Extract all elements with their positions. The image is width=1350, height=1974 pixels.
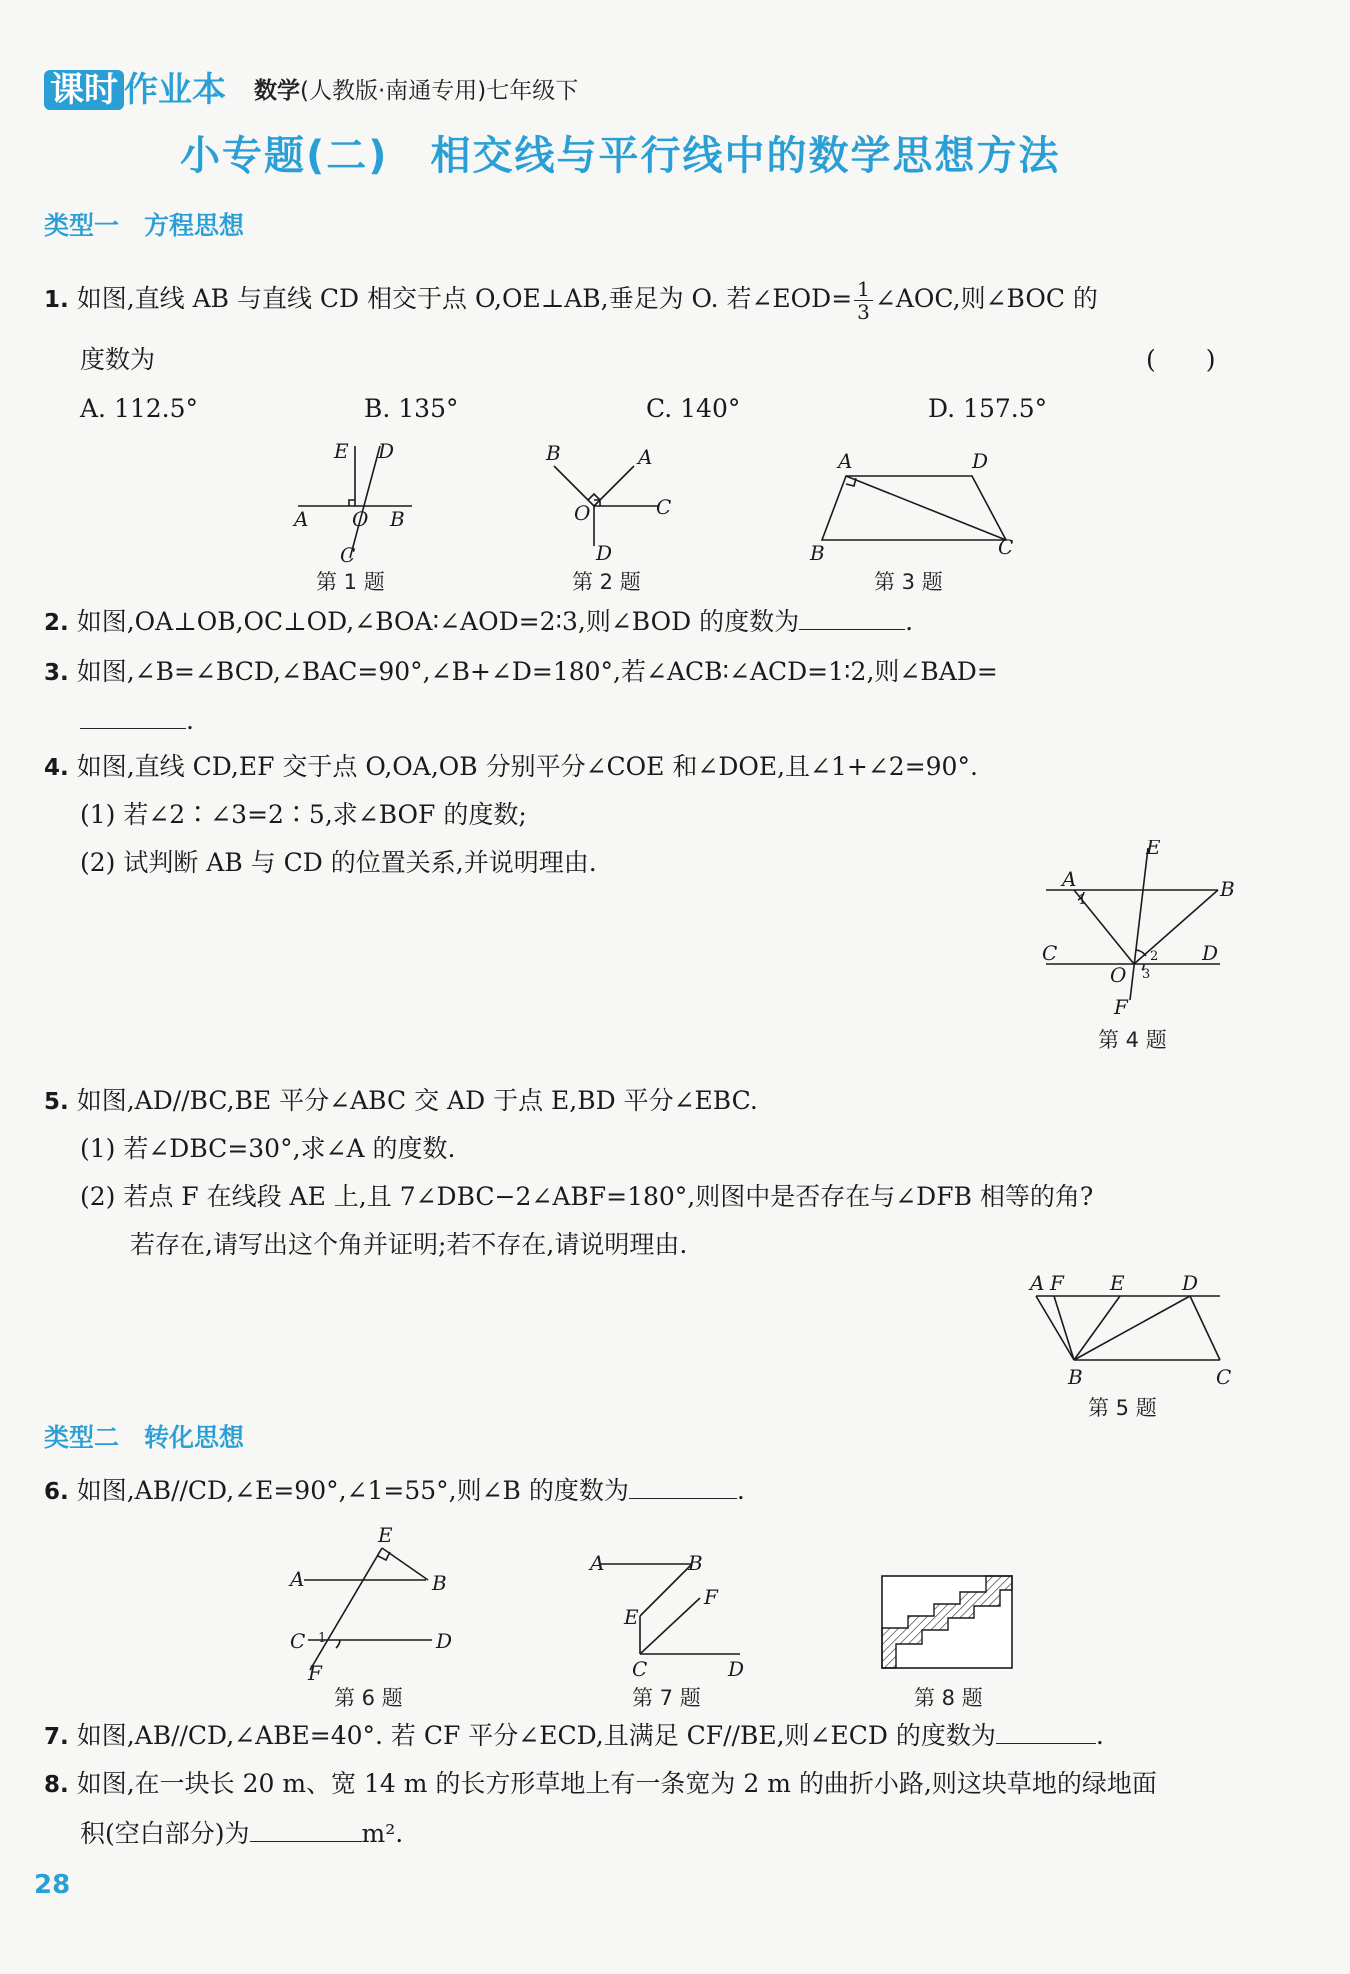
angle-1-arc [336, 1640, 340, 1648]
label-a: A [294, 507, 309, 531]
figure-1-caption: 第 1 题 [316, 570, 385, 594]
figure-7-caption: 第 7 题 [632, 1686, 701, 1710]
subject-name: 数学 [254, 78, 300, 104]
question-4 [44, 750, 978, 785]
label-c: C [632, 1657, 648, 1680]
question-end: . [905, 607, 914, 636]
option-b: B. 135° [364, 394, 459, 423]
question-1-line2: 度数为 [80, 345, 156, 374]
question-3 [44, 655, 998, 690]
segment-be [640, 1564, 692, 1616]
answer-paren: ( ) [1146, 345, 1216, 374]
question-7 [44, 1719, 1104, 1754]
label-b: B [1220, 877, 1235, 901]
question-text: 如图,AD//BC,BE 平分∠ABC 交 AD 于点 E,BD 平分∠EBC. [76, 1086, 758, 1115]
page-title: 小专题(二) 相交线与平行线中的数学思想方法 [180, 133, 1061, 179]
label-b: B [546, 441, 561, 465]
option-c: C. 140° [646, 394, 741, 423]
page-number: 28 [34, 1870, 71, 1900]
question-text: 如图,OA⊥OB,OC⊥OD,∠BOA∶∠AOD=2∶3,则∠BOD 的度数为 [76, 607, 800, 636]
label-o: O [574, 501, 591, 525]
question-text: 如图,AB//CD,∠E=90°,∠1=55°,则∠B 的度数为 [76, 1476, 629, 1505]
label-f: F [308, 1661, 322, 1680]
question-5-part-1: (1) 若∠DBC=30°,求∠A 的度数. [80, 1134, 456, 1163]
answer-blank[interactable] [250, 1817, 362, 1842]
label-a: A [290, 1567, 305, 1591]
answer-blank[interactable] [629, 1474, 737, 1499]
fraction-numerator: 1 [854, 278, 873, 301]
label-c: C [1042, 941, 1058, 965]
section-heading-2: 类型二 转化思想 [44, 1423, 245, 1452]
right-angle-mark [349, 500, 355, 506]
brand-logo-text: 作业本 [124, 70, 226, 110]
question-1 [44, 278, 1098, 323]
question-text: 如图,∠B=∠BCD,∠BAC=90°,∠B+∠D=180°,若∠ACB∶∠ACD=1∶2,则∠BAD= [76, 657, 998, 686]
question-text: 如图,直线 CD,EF 交于点 O,OA,OB 分别平分∠COE 和∠DOE,且∠1+∠2=90°. [76, 752, 978, 781]
figure-7 [580, 1546, 750, 1680]
label-1: 1 [1078, 893, 1087, 908]
label-a: A [638, 445, 653, 469]
figure-3-caption: 第 3 题 [874, 570, 943, 594]
label-f: F [1050, 1271, 1064, 1295]
label-b: B [688, 1551, 703, 1575]
question-number: 3. [44, 660, 69, 686]
figure-5 [1024, 1270, 1244, 1388]
answer-blank[interactable] [996, 1719, 1096, 1744]
question-6 [44, 1474, 745, 1509]
label-c: C [656, 495, 672, 519]
label-d: D [1202, 941, 1219, 965]
question-number: 4. [44, 755, 69, 781]
segment-bd [1074, 1296, 1190, 1360]
figure-6 [280, 1520, 460, 1680]
question-4-part-2: (2) 试判断 AB 与 CD 的位置关系,并说明理由. [80, 848, 597, 877]
label-d: D [378, 440, 395, 463]
question-5-part-2-cont: 若存在,请写出这个角并证明;若不存在,请说明理由. [130, 1230, 688, 1259]
question-2 [44, 605, 913, 640]
label-o: O [1110, 963, 1127, 987]
figure-8 [878, 1572, 1018, 1676]
label-e: E [624, 1605, 639, 1629]
label-3: 3 [1142, 967, 1151, 982]
question-8 [44, 1767, 1157, 1802]
question-number: 8. [44, 1772, 69, 1798]
section-heading-1: 类型一 方程思想 [44, 211, 245, 240]
question-end: . [186, 706, 194, 735]
label-d: D [596, 541, 613, 565]
question-number: 1. [44, 287, 69, 313]
label-b: B [810, 541, 825, 565]
label-d: D [728, 1657, 745, 1680]
question-4-part-1: (1) 若∠2∶∠3=2∶5,求∠BOF 的度数; [80, 800, 527, 829]
label-e: E [378, 1523, 393, 1547]
label-f: F [704, 1585, 718, 1609]
figure-4-caption: 第 4 题 [1098, 1028, 1167, 1052]
figure-1 [290, 440, 430, 570]
label-a: A [1030, 1271, 1045, 1295]
question-8-line2 [80, 1817, 403, 1851]
label-b: B [1068, 1365, 1083, 1388]
question-text-cont: ∠AOC,则∠BOC 的 [874, 284, 1098, 313]
label-b: B [432, 1571, 447, 1595]
label-c: C [998, 535, 1014, 559]
label-a: A [590, 1551, 605, 1575]
option-d: D. 157.5° [928, 394, 1048, 423]
figure-4 [1030, 840, 1240, 1020]
segment-be [1074, 1296, 1120, 1360]
label-d: D [972, 449, 989, 473]
answer-blank[interactable] [799, 605, 905, 630]
brand-logo [44, 62, 226, 111]
question-text: 如图,AB//CD,∠ABE=40°. 若 CF 平分∠ECD,且满足 CF//BE,则∠ECD 的度数为 [76, 1721, 996, 1750]
label-a: A [1062, 867, 1077, 891]
label-e: E [1110, 1271, 1125, 1295]
right-angle-mark-2 [588, 494, 600, 500]
question-number: 7. [44, 1724, 69, 1750]
label-c: C [290, 1629, 306, 1653]
figure-8-caption: 第 8 题 [914, 1686, 983, 1710]
fraction-denominator: 3 [857, 300, 870, 324]
label-c: C [1216, 1365, 1232, 1388]
question-5-part-2: (2) 若点 F 在线段 AE 上,且 7∠DBC−2∠ABF=180°,则图中是否存在与∠DFB 相等的角? [80, 1182, 1094, 1211]
option-a: A. 112.5° [80, 394, 199, 423]
figure-2-caption: 第 2 题 [572, 570, 641, 594]
label-1: 1 [318, 1631, 327, 1646]
label-f: F [1114, 995, 1128, 1019]
fraction [854, 278, 873, 323]
figure-2 [540, 438, 680, 568]
figure-5-caption: 第 5 题 [1088, 1396, 1157, 1420]
segment-bf [1054, 1296, 1074, 1360]
label-a: A [838, 449, 853, 473]
question-3-line2 [80, 704, 194, 738]
question-5 [44, 1084, 758, 1119]
figure-3 [800, 446, 1030, 566]
label-d: D [1182, 1271, 1199, 1295]
label-c: C [340, 543, 356, 567]
label-e: E [334, 440, 349, 463]
brand-logo-box: 课时 [44, 70, 124, 110]
line-ef [310, 1548, 382, 1670]
question-text: 如图,直线 AB 与直线 CD 相交于点 O,OE⊥AB,垂足为 O. 若∠EOD= [76, 284, 853, 313]
question-number: 2. [44, 610, 69, 636]
unit-text: m². [361, 1819, 404, 1848]
segment-ab [1036, 1296, 1074, 1360]
question-text: 如图,在一块长 20 m、宽 14 m 的长方形草地上有一条宽为 2 m 的曲折小路,则这块草地的绿地面 [76, 1769, 1157, 1798]
edition-text: (人教版·南通专用)七年级下 [300, 78, 579, 104]
question-end: . [736, 1476, 745, 1505]
figure-6-caption: 第 6 题 [334, 1686, 403, 1710]
label-o: O [352, 507, 369, 531]
answer-blank[interactable] [80, 704, 186, 729]
label-e: E [1146, 840, 1161, 859]
label-d: D [436, 1629, 453, 1653]
angle-2-arc [1136, 950, 1146, 956]
question-number: 6. [44, 1479, 69, 1505]
question-text-cont: 积(空白部分)为 [80, 1819, 250, 1848]
diagonal-ac [846, 476, 1006, 540]
question-end: . [1095, 1721, 1104, 1750]
subject-line [254, 72, 578, 105]
question-number: 5. [44, 1089, 69, 1115]
label-2: 2 [1150, 949, 1159, 964]
label-b: B [390, 507, 405, 531]
segment-dc [1190, 1296, 1220, 1360]
